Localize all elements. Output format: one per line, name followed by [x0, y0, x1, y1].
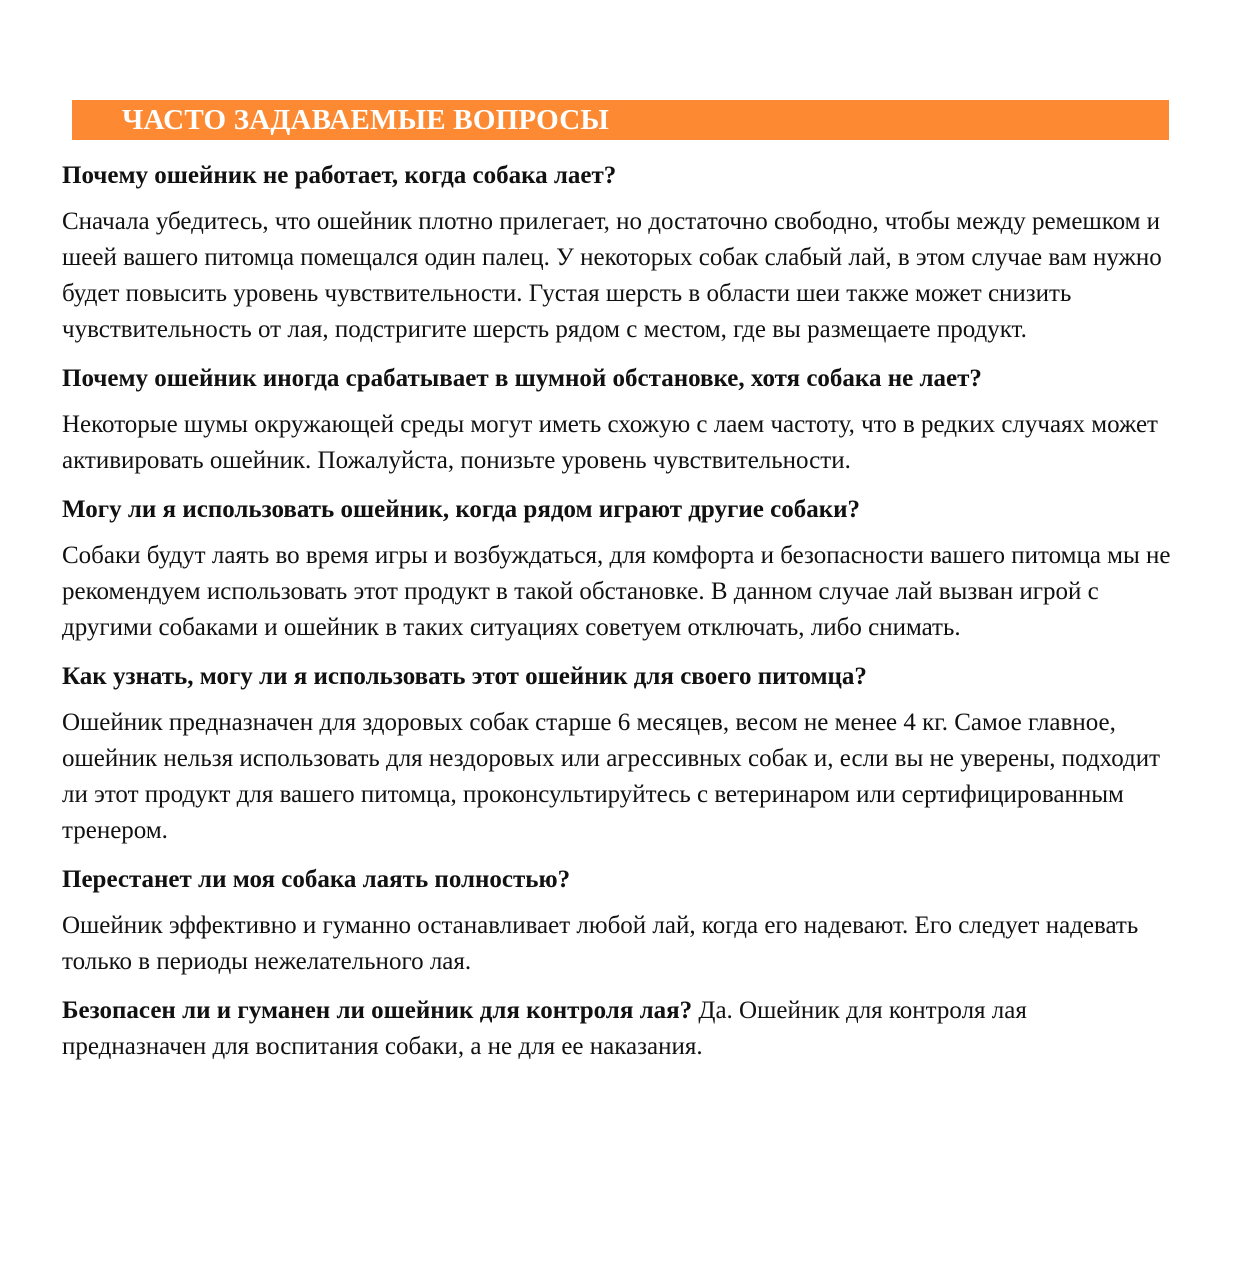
- faq-question: Почему ошейник иногда срабатывает в шумной обстановке, хотя собака не лает?: [62, 365, 982, 392]
- faq-item: [62, 659, 1172, 849]
- faq-item: [62, 361, 1172, 479]
- faq-header-title: ЧАСТО ЗАДАВАЕМЫЕ ВОПРОСЫ: [122, 104, 610, 136]
- faq-answer: Ошейник предназначен для здоровых собак старше 6 месяцев, весом не менее 4 кг. Самое главное, ошейник нельзя использовать для нездоровых или агрессивных собак и, если вы не уверены, подходит ли этот продукт для вашего питомца, проконсультируйтесь с ветеринаром или сертифицированным тренером.: [62, 709, 1160, 844]
- faq-answer: Да. Ошейник для контроля лая предназначен для воспитания собаки, а не для ее наказания.: [62, 997, 1027, 1060]
- faq-question: Могу ли я использовать ошейник, когда рядом играют другие собаки?: [62, 496, 860, 523]
- faq-inline-paragraph: [62, 993, 1172, 1065]
- faq-item: [62, 862, 1172, 980]
- faq-question: Как узнать, могу ли я использовать этот ошейник для своего питомца?: [62, 663, 867, 690]
- faq-answer: Некоторые шумы окружающей среды могут иметь схожую с лаем частоту, что в редких случаях может активировать ошейник. Пожалуйста, понизьте уровень чувствительности.: [62, 411, 1158, 474]
- faq-content: [62, 158, 1172, 1065]
- faq-item: [62, 158, 1172, 348]
- faq-header-bar: [72, 100, 1169, 140]
- faq-question: Безопасен ли и гуманен ли ошейник для контроля лая?: [62, 997, 693, 1024]
- faq-answer: Собаки будут лаять во время игры и возбуждаться, для комфорта и безопасности вашего питомца мы не рекомендуем использовать этот продукт в такой обстановке. В данном случае лай вызван игрой с другими собаками и ошейник в таких ситуациях советуем отключать, либо снимать.: [62, 542, 1171, 641]
- faq-item: [62, 492, 1172, 646]
- faq-question: Перестанет ли моя собака лаять полностью?: [62, 866, 571, 893]
- faq-answer: Ошейник эффективно и гуманно останавливает любой лай, когда его надевают. Его следует надевать только в периоды нежелательного лая.: [62, 912, 1139, 975]
- faq-item-inline: [62, 993, 1172, 1065]
- faq-question: Почему ошейник не работает, когда собака лает?: [62, 162, 617, 189]
- faq-answer: Сначала убедитесь, что ошейник плотно прилегает, но достаточно свободно, чтобы между ремешком и шеей вашего питомца помещался один палец. У некоторых собак слабый лай, в этом случае вам нужно будет повысить уровень чувствительности. Густая шерсть в области шеи также может снизить чувствительность от лая, подстригите шерсть рядом с местом, где вы размещаете продукт.: [62, 208, 1162, 343]
